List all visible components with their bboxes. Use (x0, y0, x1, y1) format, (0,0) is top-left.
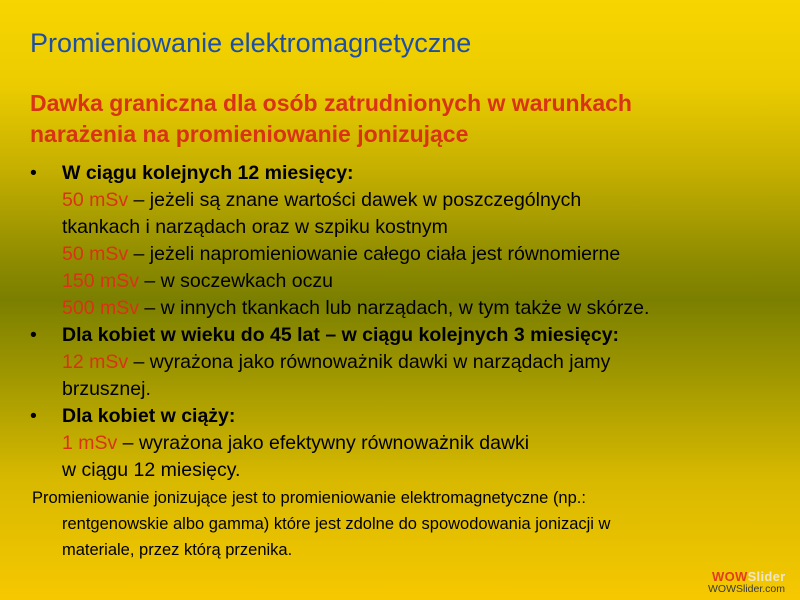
definition-note (32, 485, 772, 563)
item-text: tkankach i narządach oraz w szpiku kostnym (62, 216, 448, 238)
note-line: rentgenowskie albo gamma) które jest zdolne do spowodowania jonizacji w (62, 515, 611, 533)
bullet-section (30, 403, 780, 484)
list-item (62, 214, 780, 241)
bullet-icon: • (30, 162, 37, 184)
section-heading: Dla kobiet w ciąży: (62, 405, 236, 427)
list-item (62, 295, 780, 322)
dose-value: 1 mSv (62, 432, 118, 454)
dose-value: 12 mSv (62, 351, 129, 373)
note-line: Promieniowanie jonizujące jest to promieniowanie elektromagnetyczne (np.: (32, 489, 586, 507)
logo-wow: WOW (712, 569, 748, 584)
section-heading: Dla kobiet w wieku do 45 lat – w ciągu kolejnych 3 miesięcy: (62, 324, 620, 346)
dose-value: 50 mSv (62, 243, 129, 265)
wowslider-link[interactable]: WOWSlider.com (708, 583, 786, 595)
item-text: – jeżeli napromieniowanie całego ciała jest równomierne (128, 243, 621, 265)
bullet-section (30, 322, 780, 403)
wowslider-logo[interactable] (712, 569, 786, 584)
subtitle-line: narażenia na promieniowanie jonizujące (30, 121, 469, 147)
bullet-section (30, 160, 780, 322)
item-text: – wyrażona jako efektywny równoważnik dawki (117, 432, 530, 454)
list-item (62, 376, 780, 403)
list-item (62, 241, 780, 268)
item-text: – wyrażona jako równoważnik dawki w narządach jamy (128, 351, 611, 373)
dose-value: 150 mSv (62, 270, 139, 292)
note-line: materiale, przez którą przenika. (62, 541, 293, 559)
subtitle-line: Dawka graniczna dla osób zatrudnionych w warunkach (30, 90, 632, 116)
dose-value: 500 mSv (62, 297, 139, 319)
bullet-icon: • (30, 324, 37, 346)
list-item (62, 349, 780, 376)
item-text: brzusznej. (62, 378, 151, 400)
subtitle (30, 88, 770, 150)
item-text: – w soczewkach oczu (138, 270, 333, 292)
list-item (62, 187, 780, 214)
list-item (62, 430, 780, 457)
list-item (62, 457, 780, 484)
list-item (62, 268, 780, 295)
item-text: – jeżeli są znane wartości dawek w poszczególnych (128, 189, 582, 211)
section-heading: W ciągu kolejnych 12 miesięcy: (62, 162, 354, 184)
item-text: – w innych tkankach lub narządach, w tym także w skórze. (138, 297, 650, 319)
bullet-icon: • (30, 405, 37, 427)
dose-value: 50 mSv (62, 189, 129, 211)
logo-slider: Slider (747, 569, 786, 584)
item-text: w ciągu 12 miesięcy. (62, 459, 241, 481)
page-title: Promieniowanie elektromagnetyczne (30, 28, 472, 58)
bullet-list (30, 160, 780, 484)
